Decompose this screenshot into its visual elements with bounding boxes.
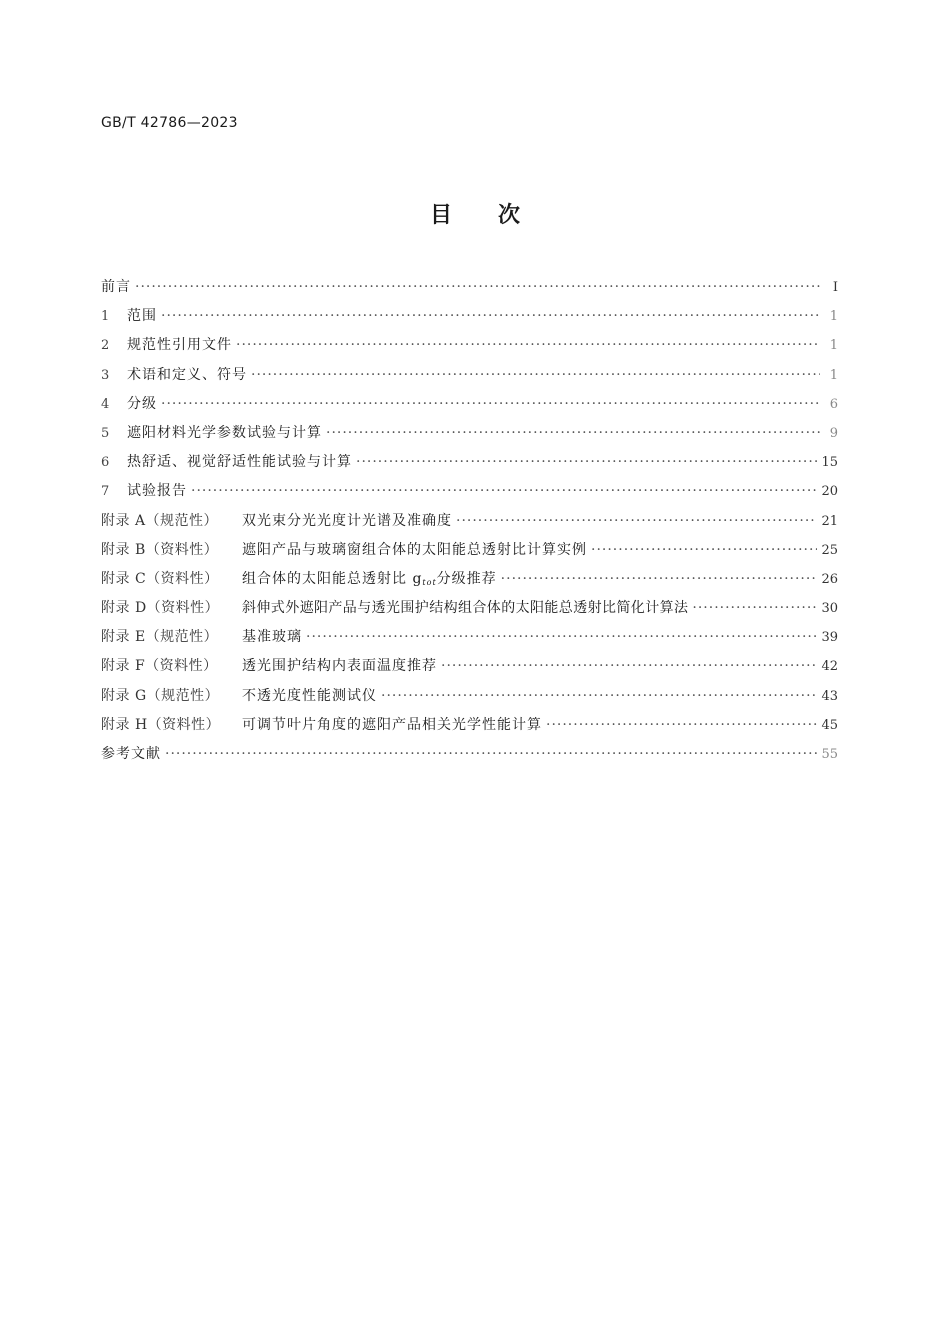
toc-leader: [191, 483, 817, 499]
toc-appendix-label: 附录 C（资料性）: [101, 570, 219, 587]
toc-appendix-label: 附录 G（规范性）: [101, 687, 220, 704]
toc-label: 分级: [127, 395, 157, 412]
toc-appendix-label: 附录 F（资料性）: [101, 658, 218, 675]
toc-page: 15: [821, 455, 838, 471]
toc-page: 39: [821, 630, 838, 646]
toc-label: 可调节叶片角度的遮阳产品相关光学性能计算: [242, 716, 542, 733]
toc-label: 参考文献: [101, 746, 161, 762]
toc-entry-appendix-a[interactable]: [101, 510, 838, 539]
toc-page: 6: [829, 396, 838, 412]
toc-entry-appendix-d[interactable]: [101, 597, 838, 626]
toc-page: 1: [829, 367, 838, 383]
toc-label: 透光围护结构内表面温度推荐: [242, 658, 437, 675]
toc-leader: [165, 746, 817, 762]
toc-leader: [236, 337, 820, 353]
toc-entry-2[interactable]: [101, 334, 838, 363]
toc-appendix-label: 附录 B（资料性）: [101, 541, 219, 558]
toc-leader: [356, 454, 817, 470]
toc-page: 45: [821, 717, 838, 733]
toc-label-subscript: tot: [422, 577, 437, 587]
toc-appendix-label: 附录 E（规范性）: [101, 629, 219, 646]
toc-label: 遮阳材料光学参数试验与计算: [127, 424, 322, 441]
toc-number: 4: [101, 396, 110, 412]
toc-leader: [326, 425, 820, 441]
toc-page: 55: [821, 747, 838, 762]
toc-entry-4[interactable]: [101, 393, 838, 422]
toc-entry-appendix-g[interactable]: [101, 685, 838, 714]
toc-leader: [161, 396, 820, 412]
toc-leader: [161, 308, 820, 324]
toc-number: 5: [101, 425, 110, 441]
toc-page: 42: [821, 659, 838, 675]
toc-label: 规范性引用文件: [127, 337, 232, 354]
toc-entry-appendix-h[interactable]: [101, 714, 838, 743]
toc-entry-foreword[interactable]: [101, 276, 838, 305]
toc-label: 双光束分光光度计光谱及准确度: [242, 512, 452, 529]
toc-label: [242, 568, 497, 588]
toc-page: 20: [821, 484, 838, 500]
toc-leader: [692, 600, 817, 616]
toc-appendix-label: 附录 H（资料性）: [101, 716, 221, 733]
toc-label: 术语和定义、符号: [127, 366, 247, 383]
toc-label: 试验报告: [127, 483, 187, 500]
toc-number: 7: [101, 484, 110, 500]
toc-number: 6: [101, 455, 110, 471]
toc-entry-appendix-c[interactable]: [101, 568, 838, 597]
standard-code: GB/T 42786—2023: [101, 115, 238, 131]
toc-number: 3: [101, 367, 110, 383]
toc-page: 25: [821, 542, 838, 558]
toc-entry-7[interactable]: [101, 480, 838, 509]
table-of-contents: [101, 276, 838, 772]
toc-label: 前言: [101, 279, 131, 295]
toc-label: 热舒适、视觉舒适性能试验与计算: [127, 454, 352, 471]
toc-entry-appendix-f[interactable]: [101, 655, 838, 684]
toc-page: 43: [821, 688, 838, 704]
toc-leader: [591, 542, 817, 558]
toc-leader: [251, 367, 820, 383]
toc-label: 遮阳产品与玻璃窗组合体的太阳能总透射比计算实例: [242, 541, 587, 558]
toc-label: 基准玻璃: [242, 629, 302, 646]
toc-entry-6[interactable]: [101, 451, 838, 480]
toc-number: 2: [101, 338, 110, 354]
toc-appendix-label: 附录 D（资料性）: [101, 600, 220, 617]
toc-page: 1: [829, 309, 838, 325]
toc-page: 9: [829, 425, 838, 441]
toc-label: 不透光度性能测试仪: [242, 687, 377, 704]
toc-label-tail: 分级推荐: [436, 570, 497, 587]
toc-number: 1: [101, 309, 110, 325]
toc-leader: [441, 658, 817, 674]
toc-leader: [381, 688, 817, 704]
toc-entry-references[interactable]: [101, 743, 838, 772]
toc-label: 斜伸式外遮阳产品与透光围护结构组合体的太阳能总透射比简化计算法: [242, 600, 689, 617]
title-char-2: 次: [498, 203, 521, 228]
toc-entry-appendix-e[interactable]: [101, 626, 838, 655]
toc-leader: [306, 629, 817, 645]
toc-page: 1: [829, 338, 838, 354]
toc-label: 范围: [127, 308, 157, 325]
toc-appendix-label: 附录 A（规范性）: [101, 512, 219, 529]
toc-label-main: 组合体的太阳能总透射比 g: [242, 570, 423, 587]
toc-page: 21: [821, 513, 838, 529]
toc-entry-1[interactable]: [101, 305, 838, 334]
page-title: [0, 198, 950, 229]
toc-leader: [135, 279, 820, 295]
toc-page: 30: [821, 601, 838, 617]
toc-page: 26: [821, 571, 838, 587]
toc-leader: [456, 513, 817, 529]
toc-entry-5[interactable]: [101, 422, 838, 451]
toc-leader: [546, 717, 817, 733]
title-char-1: 目: [429, 203, 452, 228]
toc-entry-3[interactable]: [101, 364, 838, 393]
toc-entry-appendix-b[interactable]: [101, 539, 838, 568]
toc-page: Ⅰ: [832, 280, 838, 295]
toc-leader: [501, 571, 818, 587]
